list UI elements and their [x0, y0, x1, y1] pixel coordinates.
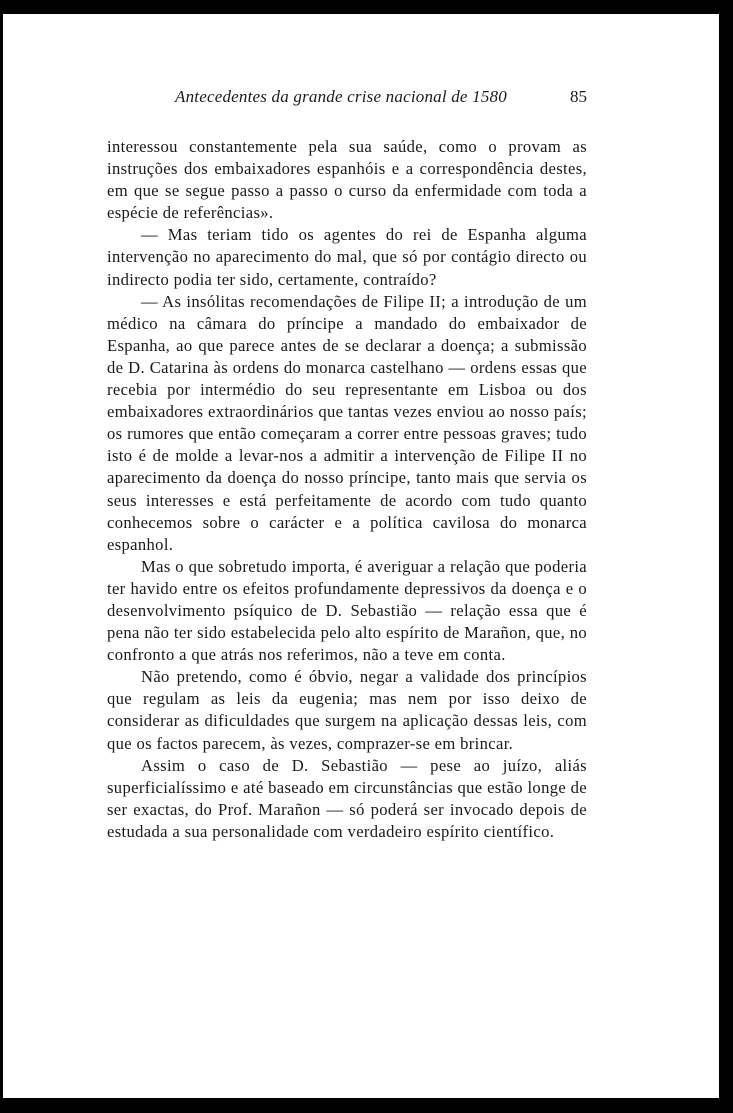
page-header [147, 87, 587, 111]
paragraph-4: Mas o que sobretudo importa, é averiguar a relação que poderia ter havido entre os efeitos profundamente depressivos da doença e o desenvolvimento psíquico de D. Sebastião — relação essa que é pena não ter sido estabelecida pelo alto espírito de Marañon, que, no confronto a que atrás nos referimos, não a teve em conta. [107, 556, 587, 665]
paragraph-1: interessou constantemente pela sua saúde, como o provam as instruções dos embaixadores espanhóis e a correspondência destes, em que se segue passo a passo o curso da enfermidade com toda a espécie de referências». [107, 137, 587, 223]
paragraph-3: — As insólitas recomendações de Filipe II; a introdução de um médico na câmara do príncipe a mandado do embaixador de Espanha, ao que parece antes de se declarar a doença; a submissão de D. Catarina às ordens do monarca castelhano — ordens essas que recebia por intermédio do seu representante em Lisboa ou dos embaixadores extraordinários que tantas vezes enviou ao nosso país; os rumores que então começaram a correr entre pessoas graves; tudo isto é de molde a levar-nos a admitir a intervenção de Filipe II no aparecimento da doença do nosso príncipe, tanto mais que servia os seus interesses e está perfeitamente de acordo com tudo quanto conhecemos sobre o carácter e a política cavilosa do monarca espanhol. [107, 291, 587, 554]
running-title: Antecedentes da grande crise nacional de 1580 [175, 87, 507, 106]
paragraph-5: Não pretendo, como é óbvio, negar a validade dos princípios que regulam as leis da eugenia; mas nem por isso deixo de considerar as dificuldades que surgem na aplicação dessas leis, com que os factos parecem, às vezes, comprazer-se em brincar. [107, 667, 587, 753]
paragraph-6: Assim o caso de D. Sebastião — pese ao juízo, aliás superficialíssimo e até baseado em circunstâncias que estão longe de ser exactas, do Prof. Marañon — só poderá ser invocado depois de estudada a sua personalidade com verdadeiro espírito científico. [107, 755, 587, 841]
body-text [107, 136, 587, 843]
page-number: 85 [570, 87, 587, 106]
paragraph-2: — Mas teriam tido os agentes do rei de Espanha alguma intervenção no aparecimento do mal, que só por contágio directo ou indirecto podia ter sido, certamente, contraído? [107, 225, 587, 289]
